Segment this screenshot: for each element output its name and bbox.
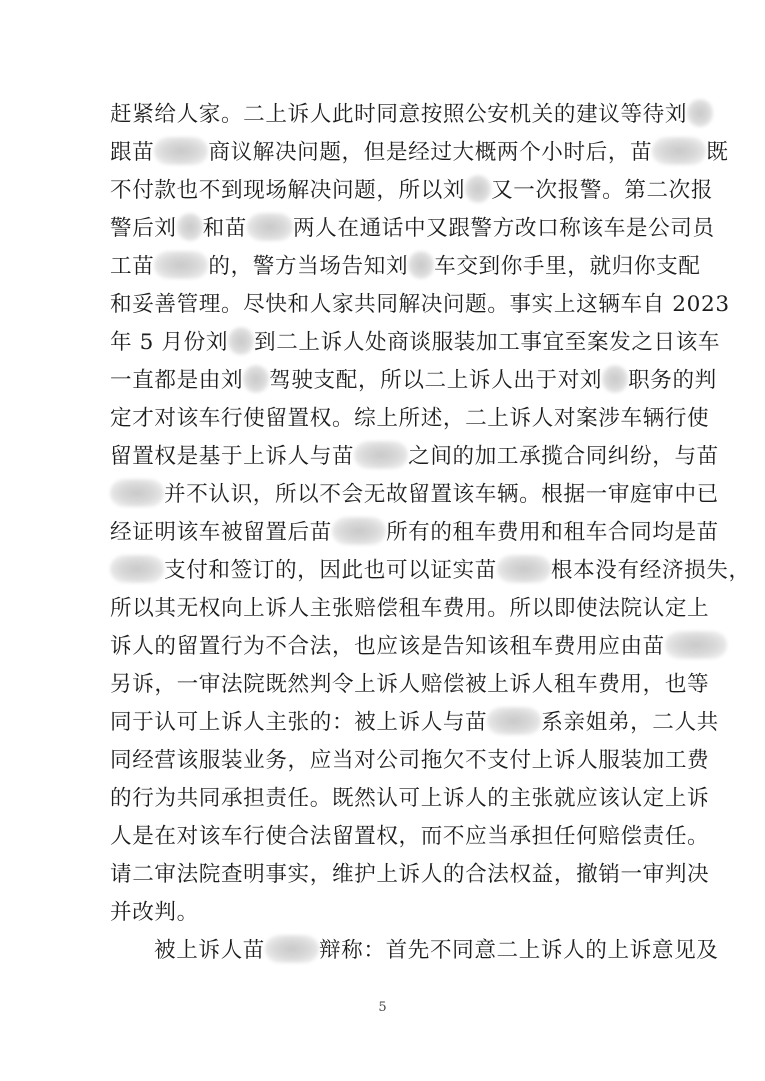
text-line: 工苗 的，警方当场告知刘 车交到你手里，就归你支配 [110, 248, 690, 286]
redaction-blur [247, 213, 293, 241]
redaction-blur [110, 555, 164, 583]
text-line: 人是在对该车行使合法留置权，而不应当承担任何赔偿责任。 [110, 824, 710, 849]
text-line: 和妥善管理。尽快和人家共同解决问题。事实上这辆车自 2023 [110, 292, 730, 317]
text-line: 支付和签订的，因此也可以证实苗 根本没有经济损失， [110, 552, 690, 590]
text-line: 留置权是基于上诉人与苗 之间的加工承揽合同纠纷，与苗 [110, 438, 690, 476]
text-line: 另诉，一审法院既然判令上诉人赔偿被上诉人租车费用，也等 [110, 672, 710, 697]
redaction-blur [465, 175, 491, 203]
text-line: 请二审法院查明事实，维护上诉人的合法权益，撤销一审判决 [110, 862, 710, 887]
text-line: 同经营该服装业务，应当对公司拖欠不支付上诉人服装加工费 [110, 748, 710, 773]
redaction-blur [265, 935, 319, 963]
redaction-blur [602, 365, 628, 393]
text-line: 被上诉人苗 辩称：首先不同意二上诉人的上诉意见及 [110, 932, 690, 970]
text-line: 不付款也不到现场解决问题，所以刘 又一次报警。第二次报 [110, 172, 690, 210]
redaction-blur [408, 251, 434, 279]
text-line: 赶紧给人家。二上诉人此时同意按照公安机关的建议等待刘 [110, 96, 690, 134]
redaction-blur [665, 631, 727, 659]
redaction-blur [332, 517, 386, 545]
redaction-blur [110, 479, 164, 507]
text-line: 警后刘 和苗 两人在通话中又跟警方改口称该车是公司员 [110, 210, 690, 248]
text-line: 的行为共同承担责任。既然认可上诉人的主张就应该认定上诉 [110, 786, 710, 811]
text-line: 所以其无权向上诉人主张赔偿租车费用。所以即使法院认定上 [110, 596, 710, 621]
text-line: 定才对该车行使留置权。综上所述，二上诉人对案涉车辆行使 [110, 406, 710, 431]
text-line: 经证明该车被留置后苗 所有的租车费用和租车合同均是苗 [110, 514, 690, 552]
redaction-blur [487, 707, 541, 735]
redaction-blur [154, 137, 208, 165]
text-line: 同于认可上诉人主张的：被上诉人与苗 系亲姐弟，二人共 [110, 704, 690, 742]
redaction-blur [154, 251, 208, 279]
redaction-blur [687, 99, 713, 127]
redaction-blur [177, 213, 203, 241]
document-body [110, 96, 751, 970]
text-line: 跟苗 商议解决问题，但是经过大概两个小时后，苗 既 [110, 134, 690, 172]
text-line: 并不认识，所以不会无故留置该车辆。根据一审庭审中已 [110, 476, 690, 514]
redaction-blur [228, 327, 254, 355]
text-line: 年 5 月份刘 到二上诉人处商谈服装加工事宜至案发之日该车 [110, 324, 690, 362]
page-number: 5 [378, 1000, 387, 1015]
redaction-blur [243, 365, 269, 393]
redaction-blur [354, 441, 408, 469]
text-line: 并改判。 [110, 900, 199, 925]
text-line: 一直都是由刘 驾驶支配，所以二上诉人出于对刘 职务的判 [110, 362, 690, 400]
redaction-blur [497, 555, 551, 583]
redaction-blur [652, 137, 706, 165]
text-line: 诉人的留置行为不合法，也应该是告知该租车费用应由苗 [110, 628, 690, 666]
